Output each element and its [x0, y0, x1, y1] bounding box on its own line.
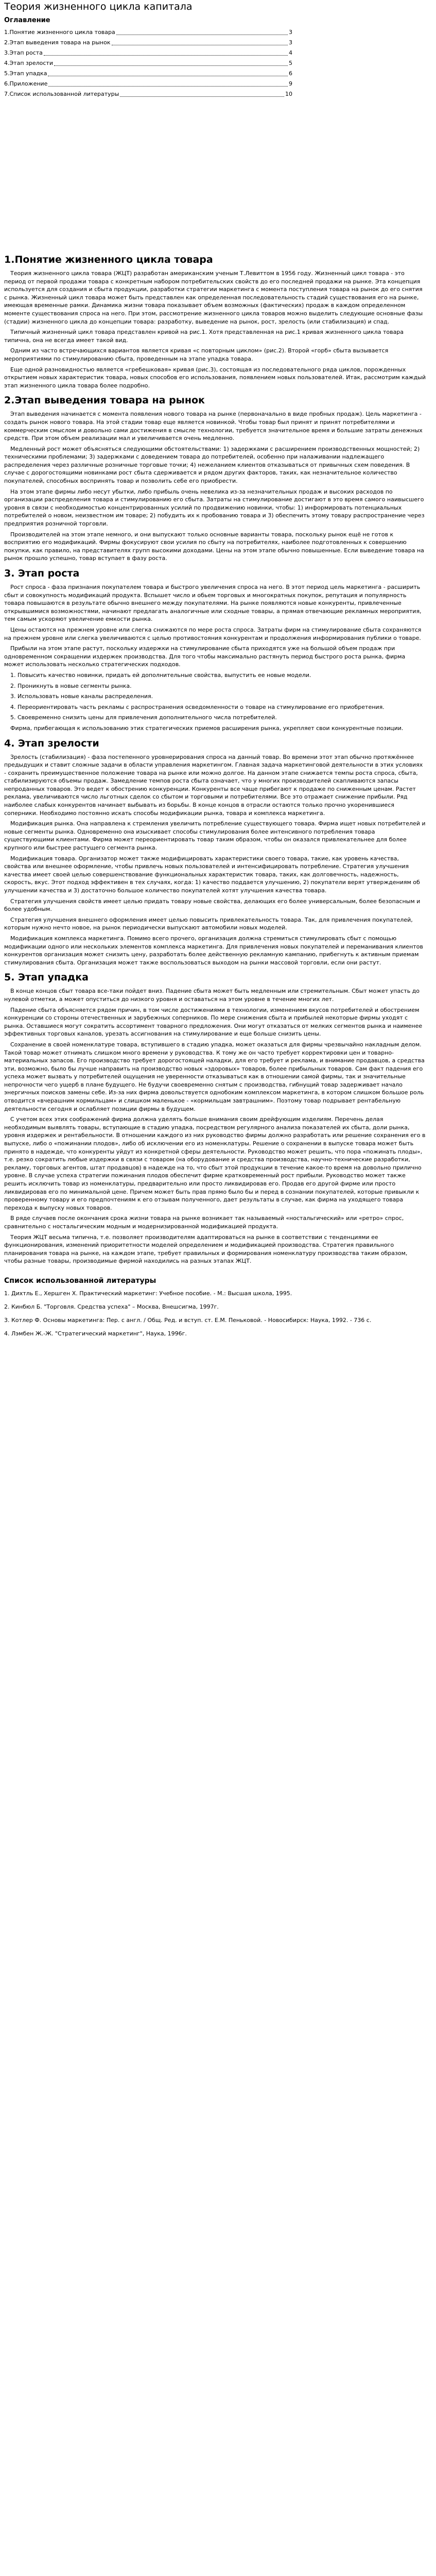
toc-leader [48, 79, 288, 87]
toc-item-page: 3 [289, 29, 292, 36]
document-title: Теория жизненного цикла капитала [4, 1, 193, 12]
reference-item: 3. Котлер Ф. Основы маркетинга: Пер. с англ. / Общ. Ред. и вступ. ст. Е.М. Пеньковой. - Новосибирск: Наука, 1992. - 736 с. [4, 1316, 372, 1324]
paragraph: Падение сбыта объясняется рядом причин, в том числе достижениями в технологии, изменением вкусов потребителей и обострением конкуренции со стороны отечественных и зарубежных соперников. По мере снижения сбыта и прибылей некоторые фирмы уходят с рынка. Оставшиеся могут сократить ассортимент товарного предложения. Они могут отказаться от мелких сегментов рынка и наименее эффективных торговых каналов, урезать ассигнования на стимулирование и еще больше снизить цены. [4, 1006, 423, 1038]
paragraph: Модификация товара. Организатор может также модифицировать характеристики своего товара, такие, как уровень качества, свойства или внешнее оформление, чтобы привлечь новых пользователей и интенсифицировать потребление. Стратегия улучшения качества имеет своей целью совершенствование функциональных характеристик товара, таких, как долговечность, надежность, скорость, вкус. Этот подход эффективен в тех случаях, когда: 1) качество поддается улучшению, 2) покупатели верят утверждениям об улучшении качества и 3) достаточно большое количество покупателей хотят улучшения качества товара. [4, 855, 420, 894]
paragraph: Типичный жизненный цикл товара представлен кривой на рис.1. Хотя представленная на рис.1 кривая жизненного цикла товара типична, она не всегда имеет такой вид. [4, 329, 404, 344]
toc-leader [44, 48, 288, 56]
paragraph: Фирма, прибегающая к использованию этих стратегических приемов расширения рынка, укрепляет свои конкурентные позиции. [10, 724, 404, 732]
toc-item[interactable] [4, 69, 292, 79]
toc-leader [112, 38, 288, 45]
toc-leader [48, 69, 288, 76]
section-heading: 4. Этап зрелости [4, 737, 99, 749]
toc-item[interactable] [4, 79, 292, 89]
references-heading: Список использованной литературы [4, 1276, 156, 1285]
section-market-introduction [4, 395, 426, 563]
list-paragraph: 3. Использовать новые каналы распределения. [10, 693, 153, 700]
toc-item-label: 4.Этап зрелости [4, 60, 53, 66]
toc-item-label: 7.Список использованной литературы [4, 91, 119, 97]
toc-item[interactable] [4, 27, 292, 38]
reference-item: 4. Лэмбен Ж.-Ж. "Стратегический маркетинг", Наука, 1996г. [4, 1330, 187, 1337]
paragraph: Производителей на этом этапе немного, и они выпускают только основные варианты товара, поскольку рынок ещё не готов к восприятию его модификаций. Фирмы фокусируют свои усилия по сбыту на потребителях, наиболее подготовленных к совершению покупки, как правило, на представителях групп высокими доходами. Цены на этом этапе обычно повышенные. Если выведение товара на рынок прошло успешно, товар вступает в фазу роста. [4, 531, 424, 562]
list-paragraph: 4. Переориентировать часть рекламы с распространения осведомленности о товаре на стимулирование его приобретения. [10, 703, 385, 710]
toc-leader [116, 27, 288, 35]
paragraph: Модификация комплекса маркетинга. Помимо всего прочего, организация должна стремиться стимулировать сбыт с помощью модификации одного или нескольких элементов комплекса маркетинга. Для привлечения новых покупателей и переманивания клиентов конкурентов организация может снизить цену, разработать более действенную рекламную кампанию, прибегнуть к активным приемам стимулирования сбыта. Организация может также воспользоваться выходом на рынки массовой торговли, если они растут. [4, 935, 423, 966]
paragraph: Теория ЖЦТ весьма типична, т.е. позволяет производителям адаптироваться на рынке в соответствии с тенденциями ее функционирования, изменений приоритетности моделей определением и модификацией производства. Стратегия правильного планирования товара на рынке, на каждом этапе, требует правильных и формирования номенклатуру производства таким образом, чтобы разные товары, производимые фирмой находились на разных этапах ЖЦТ. [4, 1233, 408, 1265]
toc-item[interactable] [4, 48, 292, 58]
toc-heading: Оглавление [4, 16, 50, 24]
paragraph: Одним из часто встречающихся вариантов является кривая «с повторным циклом» (рис.2). Второй «горб» сбыта вызывается мероприятиями по стимулированию сбыта, проведенным на этапе упадка товара. [4, 347, 389, 362]
toc-leader [54, 58, 288, 66]
section-growth-stage [4, 568, 426, 733]
section-product-life-cycle-concept [4, 254, 426, 389]
section-decline-stage [4, 972, 426, 1265]
list-paragraph: 1. Повысить качество новинки, придать ей дополнительные свойства, выпустить ее новые модели. [10, 671, 311, 679]
toc-item-page: 5 [289, 60, 292, 66]
toc-item-page: 3 [289, 39, 292, 46]
paragraph: На этом этапе фирмы либо несут убытки, либо прибыль очень невелика из-за незначительных продаж и высоких расходов по организации распределения товара и стимулированию его сбыта. Затраты на стимулирование достигают в это время самого наивысшего уровня в связи с необходимостью концентрированных усилий по продвижению новинки, чтобы: 1) информировать потенциальных потребителей о новом, неизвестном им товаре; 2) побудить их к пробованию товара и 3) обеспечить этому товару распространение через предприятия розничной торговли. [4, 488, 425, 528]
paragraph: Медленный рост может объясняться следующими обстоятельствами: 1) задержками с расширением производственных мощностей; 2) техническими проблемами; 3) задержками с доведением товара до потребителей, особенно при налаживании надлежащего распределения через различные розничные торговые точки; 4) нежеланием клиентов отказываться от привычных схем поведения. В случае с дорогостоящими новинками рост сбыта сдерживается и рядом других факторов, таких, как незначительное количество покупателей, способных воспринять товар и позволить себе его приобрести. [4, 445, 420, 485]
section-heading: 5. Этап упадка [4, 972, 89, 984]
document-page [4, 0, 426, 1343]
toc-item[interactable] [4, 38, 292, 48]
paragraph: Прибыли на этом этапе растут, поскольку издержки на стимулирование сбыта приходятся уже на большой объем продаж при одновременном сокращении издержек производства. Для того чтобы максимально растянуть период быстрого роста рынка, фирма может использовать несколько стратегических подходов. [4, 645, 406, 668]
toc-item-label: 2.Этап выведения товара на рынок [4, 39, 111, 46]
paragraph: Зрелость (стабилизация) - фаза постепенного уровнерирования спроса на данный товар. Во времени этот этап обычно протяжённее предыдущих и ставит сложные задачи в области управления маркетингом. Главная задача маркетинговой деятельности в этих условиях - сохранить преимущественное положение товара на рынке или можно долгое. На данном этапе снижается темпы роста спроса, сбыта, стабилизируются объемы продаж. Замедление темпов роста сбыта означает, что у многих производителей скапливаются запасы непроданных товаров. Это ведет к обострению конкуренции. Конкуренты все чаще прибегают к продаже по сниженным ценам. Растет реклама, увеличиваются число льготных сделок со сбытом и торговыми и потребителями. Все это отражает снижение прибыли. Ряд наиболее слабых конкурентов начинает выбывать из борьбы. В конце концов в отрасли остаются только прочно укоренившиеся соперники. Необходимо постоянно искать способы модификации рынка, товара и комплекса маркетинга. [4, 753, 423, 817]
paragraph: Этап выведения начинается с момента появления нового товара на рынке (первоначально в виде пробных продаж). Цель маркетинга - создать рынок нового товара. На этой стадии товар еще является новинкой. Чтобы товар был принят и принят потребителями и коммерческим смыслом и довольно сами достижения в смысле технологии, требуется значительное время и большие затраты денежных средств. При этом объем реализации мал и увеличивается очень медленно. [4, 411, 423, 442]
paragraph: Цены остаются на прежнем уровне или слегка снижаются по мере роста спроса. Затраты фирм на стимулирование сбыта сохраняются на прежнем уровне или слегка увеличиваются с целью противостояния конкурентам и продолжения информирования публики о товаре. [4, 626, 422, 641]
reference-item: 1. Дихтль Е., Хершген Х. Практический маркетинг: Учебное пособие. - М.: Высшая школа, 1995. [4, 1290, 292, 1297]
section-heading: 3. Этап роста [4, 568, 80, 579]
paragraph: Стратегия улучшения свойств имеет целью придать товару новые свойства, делающих его более универсальным, более безопасным и более удобным. [4, 897, 421, 913]
paragraph: В ряде случаев после окончания срока жизни товара на рынке возникает так называемый «ностальгический» или «ретро» спрос, сравнительно с ностальгическим модным и модернизированной модификацией продукта. [4, 1215, 404, 1230]
paragraph: Стратегия улучшения внешнего оформления имеет целью повысить привлекательность товара. Так, для привлечения покупателей, которым нужно нечто новое, на рынок периодически выпускают автомобили новых моделей. [4, 916, 413, 931]
paragraph: Сохранение в своей номенклатуре товара, вступившего в стадию упадка, может оказаться для фирмы чрезвычайно накладным делом. Такой товар может отнимать слишком много времени у руководства. К тому же он часто требует корректировки цен и товарно-материальных запасов. Его производство требует дорогостоящей наладки, для его требует и реклама, и внимание продавцов, а средства эти, возможно, было бы лучше направить на производство новых «здоровых» товаров, более прибыльных товаров. Сам факт падения его успеха может вызвать у потребителей ощущения не уверенности отказываться как в отношении самой фирмы, так и значительные непрочности чего ущерб в плане будущего. Не будучи своевременно снятым с производства, гибнущий товар задерживает начало энергичных поисков замены себе. Из-за них фирма довольствуется однобоким комплексом маркетинга, в котором слишком большое роль отводится «вчерашним кормильцам» и слишком маленькое - «кормильцам завтрашним». Поэтому товар подрывает рентабельную деятельности сегодня и ослабляет позиции фирмы в будущем. [4, 1041, 425, 1112]
toc-item-page: 6 [289, 70, 292, 77]
toc-item-label: 3.Этап роста [4, 49, 43, 56]
toc-item-label: 1.Понятие жизненного цикла товара [4, 29, 115, 36]
list-paragraph: 5. Своевременно снизить цены для привлечения дополнительного числа потребителей. [10, 714, 277, 721]
toc-item-label: 5.Этап упадка [4, 70, 47, 77]
paragraph: Еще одной разновидностью является «гребешковая» кривая (рис.3), состоящая из последовательного ряда циклов, порожденных открытием новых характеристик товара, новых способов его использования, появлением новых пользователей. Итак, рассмотрим каждый этап жизненного цикла товара более подробно. [4, 366, 426, 389]
toc-item[interactable] [4, 58, 292, 69]
section-heading: 2.Этап выведения товара на рынок [4, 395, 205, 406]
paragraph: В конце концов сбыт товара все-таки пойдет вниз. Падение сбыта может быть медленным или стремительным. Сбыт может упасть до нулевой отметки, а может опуститься до низкого уровня и оставаться на этом уровне в течение многих лет. [4, 988, 420, 1003]
toc-item-page: 4 [289, 49, 292, 56]
paragraph: Теория жизненного цикла товара (ЖЦТ) разработан американским ученым Т.Левиттом в 1956 году. Жизненный цикл товара - это период от первой продажи товара с конкретным набором потребительских свойств до его последней продажи на рынке. Эта концепция используется для создания и сбыта продукции, разработки стратегии маркетинга с момента поступления товара на рынок до его снятия с рынка. Жизненный цикл товара может быть представлен как определенная последовательность стадий существования его на рынке, имеющая временные рамки. Динамика жизни товара показывает объем возможных (фактических) продаж в каждом определенном моменте существования спроса на него. При этом, рассмотрение жизненного цикла товаров можно выделить следующие основные фазы (стадии) жизненного цикла до концепции товара: разработку, выведение на рынок, рост, зрелость (или стабилизация) и спад. [4, 270, 423, 325]
toc-item-page: 10 [285, 91, 292, 97]
toc-item-label: 6.Приложение [4, 80, 48, 87]
section-references [4, 1277, 426, 1338]
table-of-contents [4, 27, 292, 99]
section-maturity-stage [4, 738, 426, 967]
paragraph: С учетом всех этих соображений фирма должна уделять больше внимания своим дрейфующим изделиям. Перечень делая необходимым выявлять товары, вступающие в стадию упадка, посредством регулярного анализа показателей их сбыта, доли рынка, уровня издержек и рентабельности. В отношении каждого из них руководство фирмы должно разработать или решение сохранения его в выпуске, либо о «пожинании плодов», либо об исключении его из номенклатуры. Решение о сохранении в выпуске товара может быть принято в надежде, что конкуренты уйдут из конкретной сферы деятельности. Руководство может решить, что пора «пожинать плоды», т.е. резко сократить любые издержки в связи с товаром (на оборудование и средства производства, научно-технические разработки, рекламу, торговых агентов, штат продавцов) в надежде на то, что сбыт этой продукции в течение какое-то время на довольно прилично уровне. В случае успеха стратегии пожинания плодов обеспечит фирме кратковременный рост прибыли. Руководство может также решить исключить товар из номенклатуры, предварительно или просто ликвидировав его. Продав его другой фирме или просто ликвидировав его по минимальной цене. Причем может быть прав прямо было бы и перед в сознании покупателей, которые привыкли к проверенному товару и его предпочтениям к его отзывам полученного, дает результаты в случае, как фирма на уходящего товара перехода к выпуску новых товаров. [4, 1116, 426, 1211]
paragraph: Рост спроса - фаза признания покупателем товара и быстрого увеличения спроса на него. В этот период цель маркетинга - расширить сбыт и совокупность модификаций продукта. Вспышет число и обьем торговых и многократных покупок, репутация и популярность товара повышаются в результате обычно внешнего между покупателями. На рынке появляются новые конкуренты, привлеченные открывшимися возможностями, начинают предлагать аналогичные или сходные товары, а прямая отвечающие рекламных мероприятия, тем самым ускоряют увеличение емкости рынка. [4, 584, 422, 623]
list-paragraph: 2. Проникнуть в новые сегменты рынка. [10, 682, 132, 689]
paragraph: Модификация рынка. Она направлена к стремления увеличить потребление существующего товара. Фирма ищет новых потребителей и новые сегменты рынка. Одновременно она изыскивает способы стимулирования более интенсивного потребления товара существующими клиентами. Фирма может переориентировать товар таким образом, чтобы он оказался привлекательнее для более крупного или быстрее растущего сегмента рынка. [4, 820, 426, 852]
reference-item: 2. Кинбюл Б. "Торговля. Средства успеха" – Москва, Внешсигма, 1997г. [4, 1303, 219, 1310]
toc-item-page: 9 [289, 80, 292, 87]
toc-item[interactable] [4, 89, 292, 99]
section-heading: 1.Понятие жизненного цикла товара [4, 254, 213, 265]
toc-leader [120, 89, 284, 97]
